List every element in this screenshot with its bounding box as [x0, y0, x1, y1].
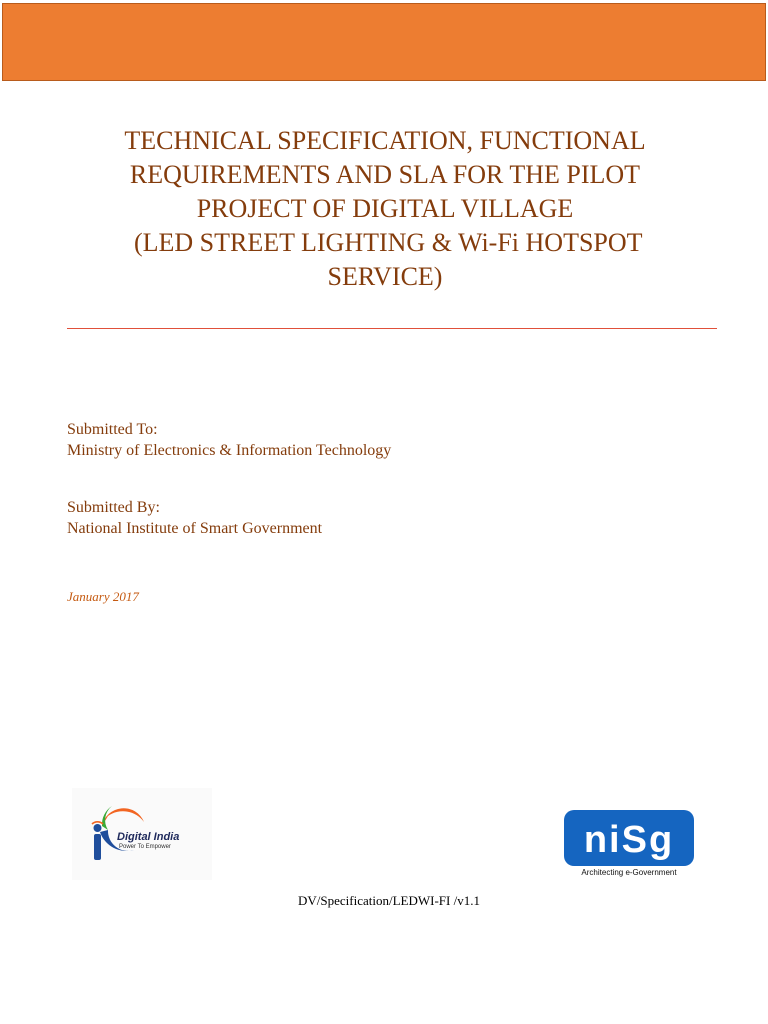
- document-id: DV/Specification/LEDWI-FI /v1.1: [298, 893, 480, 908]
- nisg-wordmark: niSg: [583, 819, 675, 861]
- swoosh-green: [102, 806, 112, 830]
- i-dot: [94, 824, 102, 832]
- title-line-5: SERVICE): [327, 262, 443, 291]
- nisg-logo: [562, 808, 696, 880]
- title-divider: [67, 328, 717, 329]
- title-line-3: PROJECT OF DIGITAL VILLAGE: [196, 194, 574, 223]
- wifi-arc: [92, 822, 103, 824]
- submitted-by-value: National Institute of Smart Government: [67, 520, 323, 537]
- submitted-by-label: Submitted By:: [67, 499, 160, 516]
- document-title: [60, 124, 710, 294]
- submitted-to-value: Ministry of Electronics & Information Technology: [67, 442, 392, 459]
- title-line-4: (LED STREET LIGHTING & Wi-Fi HOTSPOT: [127, 228, 643, 257]
- submitted-to-label: Submitted To:: [67, 421, 158, 438]
- digital-india-logo: [72, 788, 212, 880]
- header-band: [2, 3, 766, 81]
- nisg-tagline: Architecting e-Government: [581, 868, 677, 877]
- digital-india-tagline: Power To Empower: [119, 844, 171, 850]
- digital-india-wordmark: Digital India: [117, 831, 180, 843]
- title-line-2: REQUIREMENTS AND SLA FOR THE PILOT: [129, 160, 641, 189]
- i-stem: [94, 834, 101, 860]
- document-date: January 2017: [67, 589, 139, 604]
- title-line-1: TECHNICAL SPECIFICATION, FUNCTIONAL: [124, 126, 646, 155]
- swoosh-orange: [102, 808, 144, 826]
